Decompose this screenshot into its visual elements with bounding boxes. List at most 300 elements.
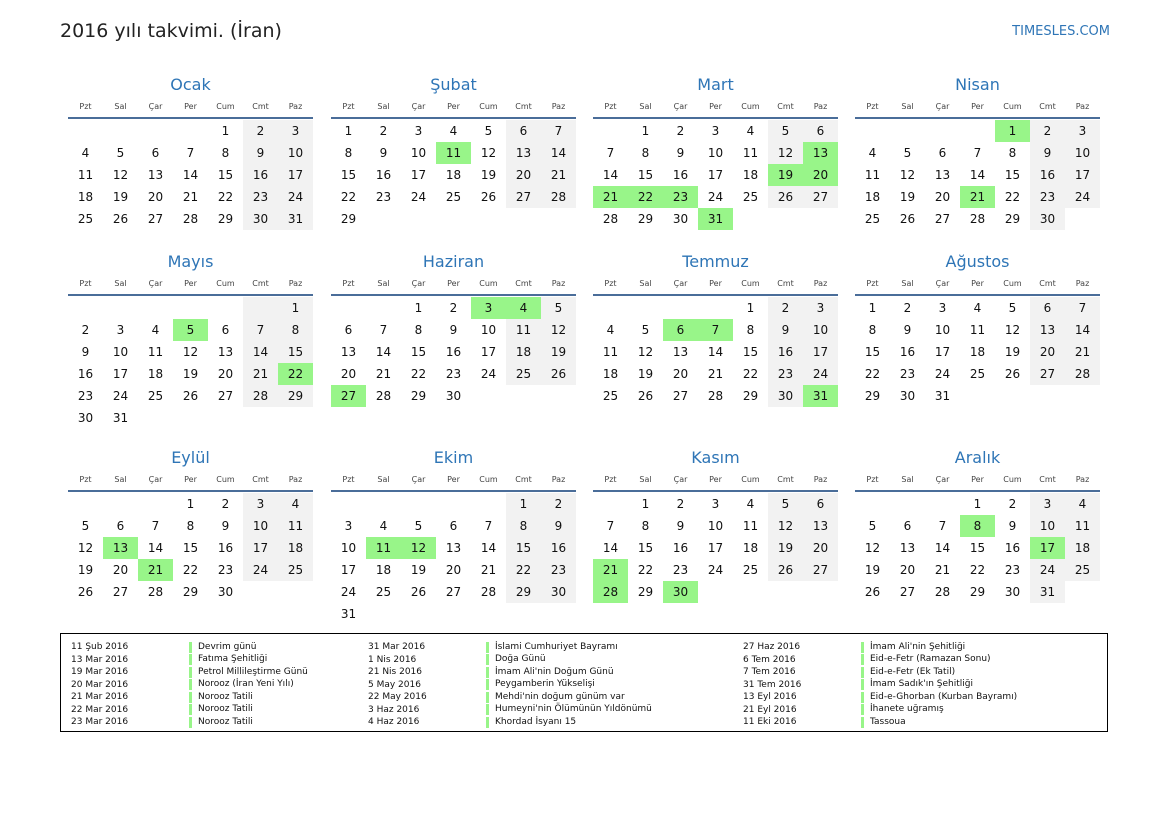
weekday-label: Çar bbox=[411, 102, 426, 111]
day-cell: 8 bbox=[221, 146, 230, 160]
weekday-label: Çar bbox=[673, 475, 688, 484]
day-cell: 7 bbox=[243, 319, 278, 341]
day-cell-holiday: 6 bbox=[663, 319, 698, 341]
day-cell: 7 bbox=[606, 519, 615, 533]
day-cell: 15 bbox=[637, 541, 654, 555]
day-cell: 16 bbox=[243, 164, 278, 186]
day-cell: 3 bbox=[1065, 120, 1100, 142]
day-cell-holiday: 11 bbox=[366, 537, 401, 559]
holiday-date: 1 Nis 2016 bbox=[368, 654, 417, 665]
day-cell: 20 bbox=[340, 367, 357, 381]
day-cell: 5 bbox=[868, 519, 877, 533]
day-cell: 31 bbox=[340, 607, 357, 621]
day-cell: 10 bbox=[707, 519, 724, 533]
day-cell: 23 bbox=[1030, 186, 1065, 208]
day-cell: 30 bbox=[445, 389, 462, 403]
weekday-label: Cum bbox=[741, 475, 760, 484]
day-cell: 14 bbox=[1065, 319, 1100, 341]
day-cell: 12 bbox=[541, 319, 576, 341]
day-cell: 29 bbox=[278, 385, 313, 407]
day-cell: 14 bbox=[147, 541, 164, 555]
day-cell: 19 bbox=[410, 563, 427, 577]
holiday-name: Eid-e-Fetr (Ramazan Sonu) bbox=[861, 654, 991, 665]
day-cell: 1 bbox=[973, 497, 982, 511]
holiday-column-3 bbox=[743, 641, 1017, 729]
day-cell-holiday: 11 bbox=[436, 142, 471, 164]
holiday-name: Norooz Tatili bbox=[189, 717, 253, 728]
day-cell: 4 bbox=[81, 146, 90, 160]
holiday-row bbox=[368, 641, 652, 654]
day-cell: 2 bbox=[243, 120, 278, 142]
day-cell: 8 bbox=[641, 146, 650, 160]
day-cell: 15 bbox=[742, 345, 759, 359]
weekday-label: Cmt bbox=[252, 279, 269, 288]
day-cell: 12 bbox=[768, 142, 803, 164]
day-cell: 5 bbox=[484, 124, 493, 138]
month-8 bbox=[855, 249, 1100, 407]
holiday-name: Norooz (İran Yeni Yılı) bbox=[189, 679, 294, 690]
day-cell: 31 bbox=[112, 411, 129, 425]
day-cell: 26 bbox=[182, 389, 199, 403]
weekday-label: Pzt bbox=[342, 475, 355, 484]
day-cell-holiday: 12 bbox=[401, 537, 436, 559]
weekday-header bbox=[593, 275, 838, 296]
day-cell: 29 bbox=[637, 585, 654, 599]
day-cell: 1 bbox=[186, 497, 195, 511]
day-empty bbox=[331, 297, 366, 319]
day-cell: 24 bbox=[1065, 186, 1100, 208]
day-cell: 15 bbox=[182, 541, 199, 555]
day-cell: 20 bbox=[217, 367, 234, 381]
day-cell: 28 bbox=[147, 585, 164, 599]
weekday-label: Cmt bbox=[515, 102, 532, 111]
weekday-label: Sal bbox=[901, 102, 914, 111]
day-cell: 8 bbox=[746, 323, 755, 337]
day-cell: 14 bbox=[969, 168, 986, 182]
day-cell: 28 bbox=[934, 585, 951, 599]
day-cell: 19 bbox=[768, 537, 803, 559]
day-cell: 5 bbox=[768, 493, 803, 515]
day-cell: 16 bbox=[541, 537, 576, 559]
day-empty bbox=[243, 297, 278, 319]
day-cell: 21 bbox=[541, 164, 576, 186]
day-cell: 29 bbox=[410, 389, 427, 403]
day-cell: 4 bbox=[746, 124, 755, 138]
day-cell: 18 bbox=[445, 168, 462, 182]
day-cell: 29 bbox=[340, 212, 357, 226]
day-cell-holiday: 30 bbox=[663, 581, 698, 603]
day-empty bbox=[331, 493, 366, 515]
day-cell: 2 bbox=[379, 124, 388, 138]
day-cell: 1 bbox=[641, 124, 650, 138]
holiday-date: 7 Tem 2016 bbox=[743, 667, 796, 678]
day-cell: 8 bbox=[186, 519, 195, 533]
day-cell: 20 bbox=[147, 190, 164, 204]
holiday-name: Petrol Millileştirme Günü bbox=[189, 667, 308, 678]
holiday-name: İmam Ali'nin Şehitliği bbox=[861, 642, 965, 653]
weekday-label: Cmt bbox=[1039, 475, 1056, 484]
holiday-row bbox=[743, 716, 1017, 729]
holiday-name: Mehdi'nin doğum günüm var bbox=[486, 692, 625, 703]
month-days bbox=[68, 120, 313, 230]
month-6 bbox=[331, 249, 576, 407]
weekday-label: Cmt bbox=[1039, 102, 1056, 111]
day-cell: 6 bbox=[116, 519, 125, 533]
day-cell: 13 bbox=[803, 515, 838, 537]
day-cell: 9 bbox=[81, 345, 90, 359]
day-cell: 26 bbox=[768, 186, 803, 208]
holiday-date: 6 Tem 2016 bbox=[743, 654, 796, 665]
day-cell: 18 bbox=[278, 537, 313, 559]
month-name: Nisan bbox=[955, 75, 1000, 94]
day-cell: 11 bbox=[77, 168, 94, 182]
month-days bbox=[593, 493, 838, 603]
day-cell: 24 bbox=[278, 186, 313, 208]
day-cell: 6 bbox=[938, 146, 947, 160]
day-cell: 5 bbox=[116, 146, 125, 160]
day-cell: 9 bbox=[221, 519, 230, 533]
day-cell: 22 bbox=[742, 367, 759, 381]
weekday-label: Paz bbox=[288, 102, 303, 111]
holiday-row bbox=[743, 679, 1017, 692]
day-cell: 26 bbox=[864, 585, 881, 599]
day-cell: 7 bbox=[379, 323, 388, 337]
day-cell: 10 bbox=[243, 515, 278, 537]
day-cell-holiday: 21 bbox=[593, 186, 628, 208]
weekday-header bbox=[593, 98, 838, 119]
day-cell: 9 bbox=[768, 319, 803, 341]
day-cell: 22 bbox=[410, 367, 427, 381]
holiday-date: 3 Haz 2016 bbox=[368, 704, 420, 715]
day-cell: 18 bbox=[742, 541, 759, 555]
day-cell: 23 bbox=[672, 563, 689, 577]
holiday-date: 5 May 2016 bbox=[368, 679, 421, 690]
day-cell: 4 bbox=[746, 497, 755, 511]
day-cell: 2 bbox=[903, 301, 912, 315]
day-cell: 31 bbox=[278, 208, 313, 230]
day-cell: 5 bbox=[81, 519, 90, 533]
day-cell: 25 bbox=[1065, 559, 1100, 581]
month-name: Aralık bbox=[954, 448, 1001, 467]
day-cell: 3 bbox=[711, 124, 720, 138]
day-cell: 25 bbox=[506, 363, 541, 385]
weekday-label: Çar bbox=[411, 279, 426, 288]
day-cell-holiday: 31 bbox=[698, 208, 733, 230]
day-cell: 29 bbox=[182, 585, 199, 599]
day-cell: 9 bbox=[243, 142, 278, 164]
day-cell: 3 bbox=[243, 493, 278, 515]
day-cell: 6 bbox=[151, 146, 160, 160]
holiday-name: Norooz Tatili bbox=[189, 704, 253, 715]
day-cell: 20 bbox=[899, 563, 916, 577]
holiday-name: Tassoua bbox=[861, 717, 906, 728]
day-cell: 28 bbox=[969, 212, 986, 226]
weekday-label: Paz bbox=[813, 475, 828, 484]
day-cell: 2 bbox=[676, 497, 685, 511]
day-cell: 4 bbox=[449, 124, 458, 138]
day-cell: 22 bbox=[864, 367, 881, 381]
day-cell: 15 bbox=[217, 168, 234, 182]
day-cell: 7 bbox=[484, 519, 493, 533]
day-cell: 2 bbox=[676, 124, 685, 138]
day-cell: 8 bbox=[278, 319, 313, 341]
day-cell: 16 bbox=[375, 168, 392, 182]
day-empty bbox=[628, 297, 663, 319]
day-cell-holiday: 28 bbox=[593, 581, 628, 603]
day-cell: 25 bbox=[602, 389, 619, 403]
day-cell: 28 bbox=[480, 585, 497, 599]
day-empty bbox=[890, 120, 925, 142]
day-empty bbox=[173, 297, 208, 319]
day-cell: 7 bbox=[541, 120, 576, 142]
day-cell: 23 bbox=[243, 186, 278, 208]
day-cell: 8 bbox=[414, 323, 423, 337]
day-cell: 17 bbox=[243, 537, 278, 559]
weekday-label: Per bbox=[447, 279, 460, 288]
day-cell: 17 bbox=[934, 345, 951, 359]
day-empty bbox=[855, 493, 890, 515]
weekday-label: Cum bbox=[479, 279, 498, 288]
day-cell: 17 bbox=[707, 168, 724, 182]
month-9 bbox=[68, 445, 313, 603]
day-empty bbox=[138, 120, 173, 142]
holiday-date: 13 Mar 2016 bbox=[71, 654, 129, 665]
day-cell: 7 bbox=[186, 146, 195, 160]
day-cell: 27 bbox=[672, 389, 689, 403]
day-empty bbox=[68, 120, 103, 142]
day-cell: 9 bbox=[541, 515, 576, 537]
day-cell: 27 bbox=[112, 585, 129, 599]
day-empty bbox=[138, 297, 173, 319]
day-cell: 29 bbox=[742, 389, 759, 403]
weekday-header bbox=[855, 98, 1100, 119]
day-cell: 28 bbox=[182, 212, 199, 226]
day-cell-holiday: 7 bbox=[698, 319, 733, 341]
day-cell: 21 bbox=[375, 367, 392, 381]
day-cell: 13 bbox=[899, 541, 916, 555]
day-cell: 28 bbox=[375, 389, 392, 403]
day-cell: 11 bbox=[278, 515, 313, 537]
weekday-label: Cum bbox=[1003, 279, 1022, 288]
holiday-row bbox=[743, 654, 1017, 667]
day-cell: 30 bbox=[243, 208, 278, 230]
month-days bbox=[68, 297, 313, 429]
weekday-label: Çar bbox=[148, 279, 163, 288]
day-cell: 28 bbox=[602, 212, 619, 226]
weekday-label: Sal bbox=[639, 475, 652, 484]
weekday-label: Cum bbox=[216, 279, 235, 288]
month-name: Ekim bbox=[433, 448, 474, 467]
holiday-row bbox=[368, 716, 652, 729]
day-cell: 10 bbox=[1065, 142, 1100, 164]
day-cell: 23 bbox=[217, 563, 234, 577]
day-cell: 17 bbox=[340, 563, 357, 577]
weekday-header bbox=[331, 471, 576, 492]
month-days bbox=[331, 493, 576, 625]
weekday-label: Pzt bbox=[79, 475, 92, 484]
day-empty bbox=[593, 120, 628, 142]
day-cell: 1 bbox=[746, 301, 755, 315]
day-cell: 2 bbox=[1030, 120, 1065, 142]
holiday-name: Doğa Günü bbox=[486, 654, 546, 665]
weekday-label: Cmt bbox=[777, 475, 794, 484]
day-cell: 16 bbox=[1004, 541, 1021, 555]
day-cell-holiday: 20 bbox=[803, 164, 838, 186]
holiday-date: 21 Nis 2016 bbox=[368, 667, 422, 678]
day-cell: 14 bbox=[375, 345, 392, 359]
day-cell-holiday: 5 bbox=[173, 319, 208, 341]
day-cell: 22 bbox=[182, 563, 199, 577]
day-cell: 6 bbox=[903, 519, 912, 533]
day-cell-holiday: 27 bbox=[331, 385, 366, 407]
day-cell: 20 bbox=[803, 537, 838, 559]
day-cell: 15 bbox=[340, 168, 357, 182]
day-cell: 14 bbox=[934, 541, 951, 555]
day-cell: 29 bbox=[864, 389, 881, 403]
day-cell: 21 bbox=[243, 363, 278, 385]
weekday-label: Per bbox=[184, 475, 197, 484]
brand-link[interactable]: TIMESLES.COM bbox=[1012, 24, 1110, 39]
day-cell: 25 bbox=[278, 559, 313, 581]
day-cell: 3 bbox=[938, 301, 947, 315]
day-cell: 4 bbox=[379, 519, 388, 533]
day-empty bbox=[138, 493, 173, 515]
day-cell-holiday: 3 bbox=[471, 297, 506, 319]
holiday-name: İslami Cumhuriyet Bayramı bbox=[486, 642, 618, 653]
day-cell: 18 bbox=[147, 367, 164, 381]
weekday-label: Cmt bbox=[252, 102, 269, 111]
day-empty bbox=[103, 120, 138, 142]
day-cell: 19 bbox=[541, 341, 576, 363]
weekday-label: Cmt bbox=[252, 475, 269, 484]
day-cell-holiday: 17 bbox=[1030, 537, 1065, 559]
day-cell: 23 bbox=[899, 367, 916, 381]
day-cell: 8 bbox=[641, 519, 650, 533]
holiday-name: Eid-e-Ghorban (Kurban Bayramı) bbox=[861, 692, 1017, 703]
holiday-row bbox=[71, 654, 308, 667]
holiday-date: 31 Tem 2016 bbox=[743, 679, 802, 690]
day-cell-holiday: 31 bbox=[803, 385, 838, 407]
holiday-row bbox=[71, 666, 308, 679]
day-cell: 29 bbox=[637, 212, 654, 226]
day-cell: 25 bbox=[742, 563, 759, 577]
weekday-label: Sal bbox=[639, 102, 652, 111]
day-empty bbox=[593, 493, 628, 515]
month-5 bbox=[68, 249, 313, 429]
day-cell: 23 bbox=[1004, 563, 1021, 577]
day-cell: 27 bbox=[934, 212, 951, 226]
day-cell: 12 bbox=[899, 168, 916, 182]
holiday-name: İmam Sadık'ın Şehitliği bbox=[861, 679, 973, 690]
weekday-label: Cum bbox=[741, 279, 760, 288]
weekday-header bbox=[855, 471, 1100, 492]
day-cell: 10 bbox=[340, 541, 357, 555]
day-cell: 16 bbox=[672, 168, 689, 182]
weekday-label: Çar bbox=[935, 279, 950, 288]
day-cell: 19 bbox=[864, 563, 881, 577]
day-cell: 12 bbox=[768, 515, 803, 537]
day-cell: 2 bbox=[81, 323, 90, 337]
day-cell: 22 bbox=[506, 559, 541, 581]
day-cell: 28 bbox=[541, 186, 576, 208]
day-empty bbox=[173, 120, 208, 142]
day-cell: 16 bbox=[768, 341, 803, 363]
month-days bbox=[593, 297, 838, 407]
day-cell: 29 bbox=[1004, 212, 1021, 226]
day-cell: 9 bbox=[676, 519, 685, 533]
day-cell: 12 bbox=[637, 345, 654, 359]
weekday-label: Paz bbox=[1075, 102, 1090, 111]
day-cell: 21 bbox=[707, 367, 724, 381]
month-name: Haziran bbox=[422, 252, 485, 271]
month-days bbox=[855, 493, 1100, 603]
weekday-label: Çar bbox=[673, 102, 688, 111]
day-cell: 30 bbox=[77, 411, 94, 425]
day-cell: 20 bbox=[1030, 341, 1065, 363]
weekday-label: Çar bbox=[935, 475, 950, 484]
day-cell: 30 bbox=[672, 212, 689, 226]
weekday-label: Cum bbox=[1003, 475, 1022, 484]
day-cell: 26 bbox=[77, 585, 94, 599]
day-cell: 11 bbox=[147, 345, 164, 359]
month-7 bbox=[593, 249, 838, 407]
month-days bbox=[331, 120, 576, 230]
holiday-date: 21 Eyl 2016 bbox=[743, 704, 797, 715]
holiday-name: Eid-e-Fetr (Ek Tatil) bbox=[861, 667, 955, 678]
day-cell: 26 bbox=[899, 212, 916, 226]
day-cell: 19 bbox=[112, 190, 129, 204]
day-cell: 11 bbox=[742, 146, 759, 160]
holiday-name: Norooz Tatili bbox=[189, 692, 253, 703]
day-cell-holiday: 4 bbox=[506, 297, 541, 319]
day-cell: 18 bbox=[375, 563, 392, 577]
weekday-label: Cum bbox=[216, 102, 235, 111]
day-cell: 30 bbox=[1030, 208, 1065, 230]
month-name: Eylül bbox=[171, 448, 210, 467]
day-cell: 5 bbox=[768, 120, 803, 142]
holiday-date: 11 Şub 2016 bbox=[71, 642, 129, 653]
day-cell: 3 bbox=[711, 497, 720, 511]
day-cell: 3 bbox=[116, 323, 125, 337]
day-cell: 27 bbox=[803, 186, 838, 208]
weekday-label: Çar bbox=[935, 102, 950, 111]
day-cell: 1 bbox=[278, 297, 313, 319]
day-cell: 18 bbox=[602, 367, 619, 381]
day-cell: 12 bbox=[182, 345, 199, 359]
holiday-row bbox=[71, 716, 308, 729]
day-cell: 3 bbox=[278, 120, 313, 142]
holiday-row bbox=[368, 704, 652, 717]
day-cell: 24 bbox=[1030, 559, 1065, 581]
day-empty bbox=[208, 297, 243, 319]
day-cell: 20 bbox=[112, 563, 129, 577]
day-cell: 4 bbox=[973, 301, 982, 315]
day-cell: 14 bbox=[602, 168, 619, 182]
day-cell: 24 bbox=[707, 190, 724, 204]
holiday-column-1 bbox=[71, 641, 308, 729]
day-cell: 20 bbox=[672, 367, 689, 381]
weekday-header bbox=[855, 275, 1100, 296]
day-cell: 27 bbox=[147, 212, 164, 226]
weekday-label: Cum bbox=[479, 475, 498, 484]
day-cell: 11 bbox=[742, 519, 759, 533]
day-cell: 28 bbox=[243, 385, 278, 407]
day-cell: 4 bbox=[1065, 493, 1100, 515]
holiday-row bbox=[71, 679, 308, 692]
day-cell: 27 bbox=[217, 389, 234, 403]
month-name: Mart bbox=[697, 75, 734, 94]
day-cell: 23 bbox=[768, 363, 803, 385]
